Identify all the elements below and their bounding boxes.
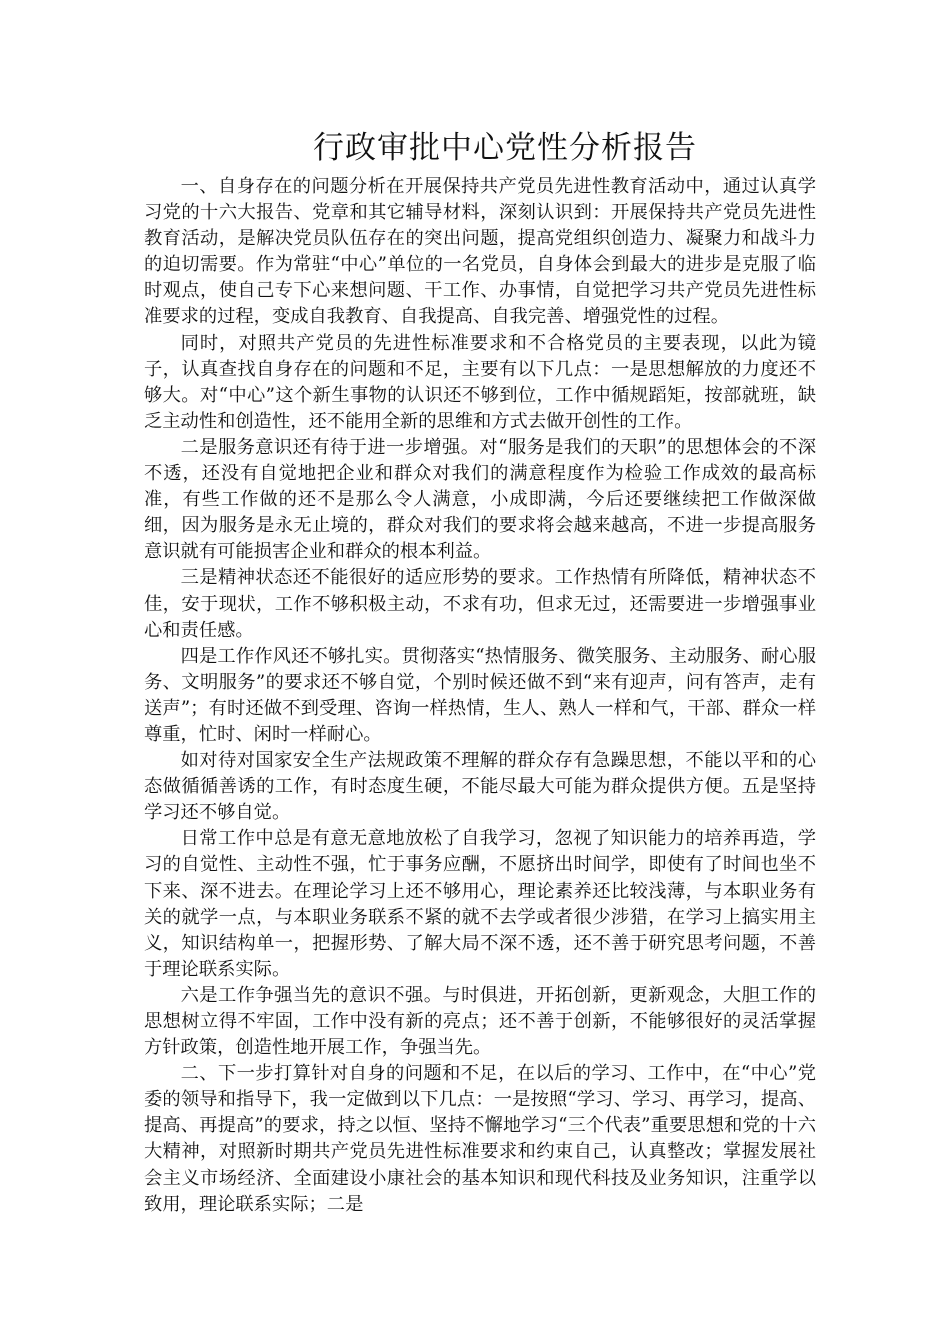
paragraph-problem-analysis: 一、自身存在的问题分析在开展保持共产党员先进性教育活动中，通过认真学习党的十六大报告、党章和其它辅导材料，深刻认识到：开展保持共产党员先进性教育活动，是解决党员队伍存在的突出问题，提高党组织创造力、凝聚力和战斗力的迫切需要。作为常驻“中心”单位的一名党员，自身体会到最大的进步是克服了临时观点，使自己专下心来想问题、干工作、办事情，自觉把学习共产党员先进性标准要求的过程，变成自我教育、自我提高、自我完善、增强党性的过程。 (144, 176, 816, 328)
document-title: 行政审批中心党性分析报告 (313, 130, 697, 166)
paragraph-daily-learning: 日常工作中总是有意无意地放松了自我学习，忽视了知识能力的培养再造，学习的自觉性、主动性不强，忙于事务应酬，不愿挤出时间学，即使有了时间也坐不下来、深不进去。在理论学习上还不够用心，理论素养还比较浅薄，与本职业务有关的就学一点，与本职业务联系不紧的就不去学或者很少涉猎，在学习上搞实用主义，知识结构单一，把握形势、了解大局不深不透，还不善于研究思考问题，不善于理论联系实际。 (144, 828, 816, 980)
paragraph-innovation: 六是工作争强当先的意识不强。与时俱进，开拓创新，更新观念，大胆工作的思想树立得不牢固，工作中没有新的亮点；还不善于创新，不能够很好的灵活掌握方针政策，创造性地开展工作，争强当先。 (144, 984, 816, 1059)
paragraph-mental-state: 三是精神状态还不能很好的适应形势的要求。工作热情有所降低，精神状态不佳，安于现状，工作不够积极主动，不求有功，但求无过，还需要进一步增强事业心和责任感。 (144, 567, 816, 641)
paragraph-attitude: 如对待对国家安全生产法规政策不理解的群众存有急躁思想，不能以平和的心态做循循善诱的工作，有时态度生硬，不能尽最大可能为群众提供方便。五是坚持学习还不够自觉。 (144, 750, 816, 824)
paragraph-work-style: 四是工作作风还不够扎实。贯彻落实“热情服务、微笑服务、主动服务、耐心服务、文明服务”的要求还不够自觉，个别时候还做不到“来有迎声，问有答声，走有送声”；有时还做不到受理、咨询一样热情，生人、熟人一样和气，干部、群众一样尊重，忙时、闲时一样耐心。 (144, 645, 816, 745)
paragraph-self-examination: 同时，对照共产党员的先进性标准要求和不合格党员的主要表现，以此为镜子，认真查找自身存在的问题和不足，主要有以下几点：一是思想解放的力度还不够大。对“中心”这个新生事物的认识还不够到位，工作中循规蹈矩，按部就班，缺乏主动性和创造性，还不能用全新的思维和方式去做开创性的工作。 (144, 332, 816, 432)
document-body (144, 174, 816, 1218)
paragraph-next-steps: 二、下一步打算针对自身的问题和不足，在以后的学习、工作中，在“中心”党委的领导和指导下，我一定做到以下几点：一是按照“学习、学习、再学习，提高、提高、再提高”的要求，持之以恒、坚持不懈地学习“三个代表”重要思想和党的十六大精神，对照新时期共产党员先进性标准要求和约束自己，认真整改；掌握发展社会主义市场经济、全面建设小康社会的基本知识和现代科技及业务知识，注重学以致用，理论联系实际；二是 (144, 1063, 816, 1215)
paragraph-service-awareness: 二是服务意识还有待于进一步增强。对“服务是我们的天职”的思想体会的不深不透，还没有自觉地把企业和群众对我们的满意程度作为检验工作成效的最高标准，有些工作做的还不是那么令人满意，小成即满，今后还要继续把工作做深做细，因为服务是永无止境的，群众对我们的要求将会越来越高，不进一步提高服务意识就有可能损害企业和群众的根本利益。 (144, 436, 816, 563)
